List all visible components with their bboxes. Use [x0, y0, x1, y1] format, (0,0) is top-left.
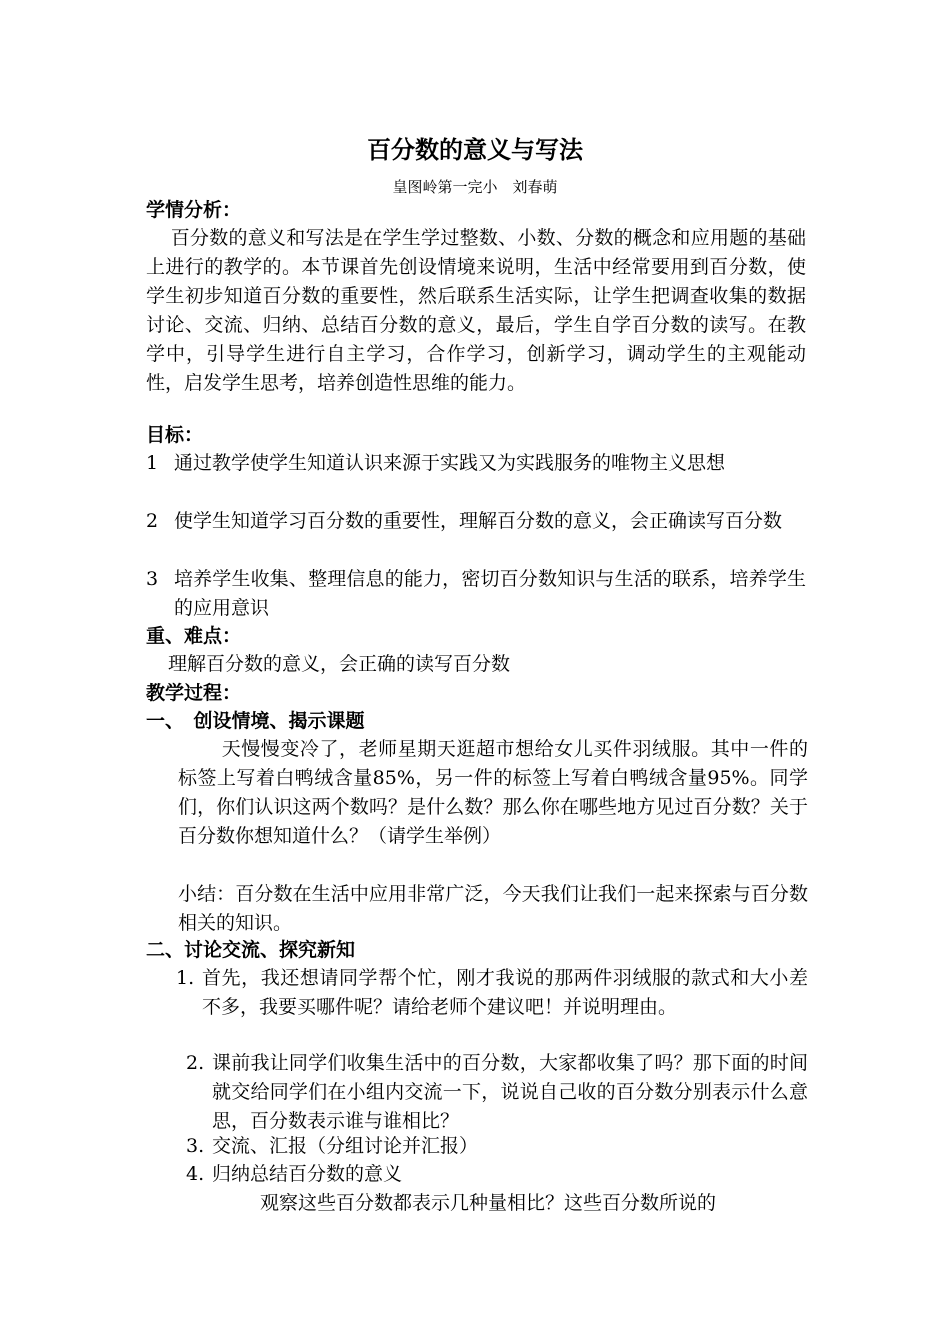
- step-text: 归纳总结百分数的意义: [212, 1163, 403, 1185]
- goal-number: 1: [146, 452, 159, 474]
- step-text: 课前我让同学们收集生活中的百分数，大家都收集了吗？那下面的时间就交给同学们在小组内交流一下，说说自己收的百分数分别表示什么意思，百分数表示谁与谁相比？: [212, 1052, 808, 1132]
- part1-heading: 一、 创设情境、揭示课题: [146, 710, 365, 732]
- analysis-paragraph: 百分数的意义和写法是在学生学过整数、小数、分数的概念和应用题的基础上进行的教学的。本节课首先创设情境来说明，生活中经常要用到百分数，使学生初步知道百分数的重要性，然后联系生活实际，让学生把调查收集的数据讨论、交流、归纳、总结百分数的意义，最后，学生自学百分数的读写。在教学中，引导学生进行自主学习，合作学习，创新学习，调动学生的主观能动性，启发学生思考，培养创造性思维的能力。: [146, 227, 806, 394]
- document-author: 皇图岭第一完小 刘春萌: [392, 178, 558, 196]
- part1-summary: 小结：百分数在生活中应用非常广泛，今天我们让我们一起来探索与百分数相关的知识。: [178, 883, 808, 934]
- step-text: 交流、汇报（分组讨论并汇报）: [212, 1135, 479, 1157]
- goal-text: 培养学生收集、整理信息的能力，密切百分数知识与生活的联系，培养学生的应用意识: [174, 568, 806, 619]
- part1-paragraph: 天慢慢变冷了，老师星期天逛超市想给女儿买件羽绒服。其中一件的标签上写着白鸭绒含量85%，另一件的标签上写着白鸭绒含量95%。同学们，你们认识这两个数吗？是什么数？那么你在哪些地方见过百分数？关于百分数你想知道什么？（请学生举例）: [178, 738, 808, 847]
- goal-number: 2: [146, 510, 159, 532]
- key-points-heading: 重、难点：: [146, 625, 242, 647]
- goal-text: 通过教学使学生知道认识来源于实践又为实践服务的唯物主义思想: [174, 452, 726, 474]
- document-title: 百分数的意义与写法: [367, 136, 583, 164]
- part2-last-line: 观察这些百分数都表示几种量相比？这些百分数所说的: [260, 1192, 717, 1214]
- goals-heading: 目标：: [146, 424, 204, 446]
- step-number: 1.: [176, 967, 195, 989]
- key-points-text: 理解百分数的意义，会正确的读写百分数: [168, 653, 511, 675]
- step-number: 4.: [186, 1163, 205, 1185]
- process-heading: 教学过程：: [146, 682, 242, 704]
- part2-heading: 二、讨论交流、探究新知: [146, 939, 356, 961]
- analysis-heading: 学情分析：: [146, 199, 242, 221]
- step-number: 3.: [186, 1135, 205, 1157]
- goal-number: 3: [146, 568, 159, 590]
- step-text: 首先，我还想请同学帮个忙，刚才我说的那两件羽绒服的款式和大小差不多，我要买哪件呢？请给老师个建议吧！并说明理由。: [202, 967, 808, 1018]
- goal-text: 使学生知道学习百分数的重要性，理解百分数的意义，会正确读写百分数: [174, 510, 783, 532]
- step-number: 2.: [186, 1052, 205, 1074]
